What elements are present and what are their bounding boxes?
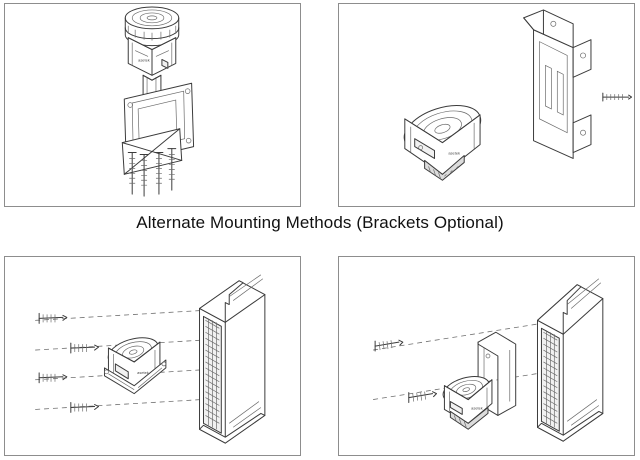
- screw: [603, 93, 632, 101]
- screw: [155, 153, 163, 195]
- panel-radiator-pump-four-screw-mount: [4, 256, 301, 456]
- screw: [168, 149, 176, 191]
- screw-group: [375, 340, 436, 402]
- screw: [128, 153, 136, 195]
- brand-logo-text: asetek: [471, 405, 483, 411]
- illustration-radiator-bracket-two-screw: [339, 257, 634, 455]
- page-title: Alternate Mounting Methods (Brackets Optional): [136, 213, 504, 232]
- panel-radiator-pump-bracket-two-screw-mount: [338, 256, 635, 456]
- screw: [375, 340, 403, 351]
- brand-logo-text: asetek: [137, 369, 149, 375]
- illustration-side-bracket-mount: [339, 4, 634, 206]
- panel-pump-block-side-bracket-mount: [338, 3, 635, 207]
- mounting-bracket-group: [122, 83, 193, 174]
- screw: [71, 343, 99, 353]
- screw: [71, 403, 99, 413]
- screw-group: [39, 313, 98, 412]
- illustration-radiator-four-screw: [5, 257, 300, 455]
- radiator-group: [537, 279, 602, 441]
- panel-pump-block-vertical-bracket-mount: [4, 3, 301, 207]
- brand-logo-text: asetek: [448, 150, 461, 156]
- pump-housing-group: [128, 38, 176, 76]
- illustration-vertical-bracket-mount: [5, 4, 300, 206]
- l-bracket-group: [524, 10, 591, 159]
- brand-logo-text: asetek: [138, 57, 150, 63]
- screw: [140, 155, 148, 197]
- radiator-group: [200, 275, 265, 443]
